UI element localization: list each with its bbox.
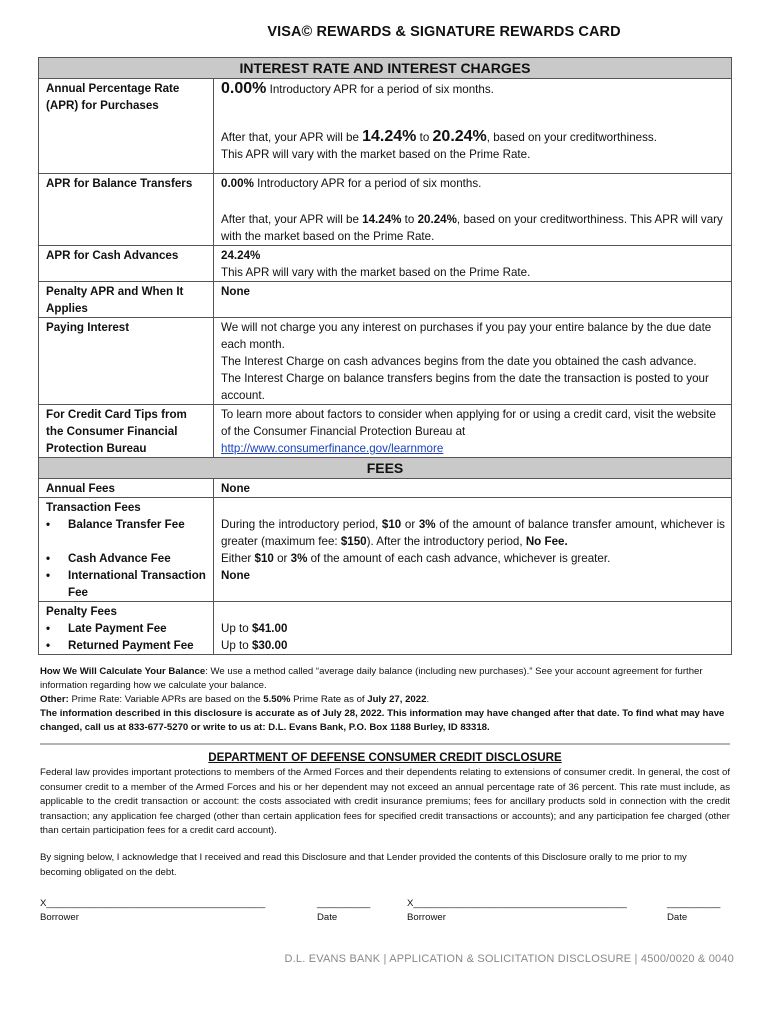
penalty-apr-label: Penalty APR and When It Applies bbox=[39, 282, 214, 318]
cfpb-tips-text: To learn more about factors to consider when applying for or using a credit card, visit the website of the Consumer Financial Protection Bureau at bbox=[221, 408, 716, 438]
paying-interest-row bbox=[39, 318, 732, 405]
apr-purchases-after-text2: , based on your creditworthiness. bbox=[486, 131, 657, 144]
cash-advance-fee-label: Cash Advance Fee bbox=[68, 552, 171, 565]
paying-interest-line3: The Interest Charge on balance transfers begins from the date the transaction is posted to your account. bbox=[221, 372, 709, 402]
cash-advance-fee-value: Either $10 or 3% of the amount of each cash advance, whichever is greater. bbox=[221, 552, 611, 565]
disclosure-table bbox=[38, 57, 732, 655]
penalty-fees-values bbox=[214, 602, 732, 655]
fees-section-title: FEES bbox=[39, 458, 732, 479]
transaction-fees-labels bbox=[39, 498, 214, 602]
apr-balance-intro-rate: 0.00% bbox=[221, 177, 254, 190]
late-payment-fee-value: Up to $41.00 bbox=[221, 622, 288, 635]
date1-line[interactable]: __________ bbox=[317, 898, 371, 909]
penalty-apr-row bbox=[39, 282, 732, 318]
date2-label: Date bbox=[667, 912, 688, 923]
apr-cash-row bbox=[39, 246, 732, 282]
balance-transfer-fee-value: During the introductory period, $10 or 3% of the amount of balance transfer amount, whichever is greater (maximum fee: $150). After the introductory period, No Fee. bbox=[221, 518, 725, 548]
apr-balance-rate-low: 14.24% bbox=[362, 213, 402, 226]
international-fee-item: • International Transaction Fee bbox=[46, 569, 206, 599]
apr-purchases-intro-text: Introductory APR for a period of six months. bbox=[266, 83, 494, 96]
apr-balance-rate-high: 20.24% bbox=[417, 213, 457, 226]
borrower2-signature-line[interactable]: X________________________________________ bbox=[407, 898, 627, 909]
borrower2-label: Borrower bbox=[407, 912, 446, 923]
returned-payment-fee-item: • Returned Payment Fee bbox=[46, 639, 194, 652]
borrower1-signature-line[interactable]: X_________________________________________ bbox=[40, 898, 266, 909]
apr-balance-value bbox=[214, 174, 732, 246]
annual-fees-label: Annual Fees bbox=[39, 479, 214, 498]
paying-interest-line2: The Interest Charge on cash advances begins from the date you obtained the cash advance. bbox=[221, 355, 697, 368]
balance-transfer-fee-label: Balance Transfer Fee bbox=[68, 518, 185, 531]
apr-purchases-rate-low: 14.24% bbox=[362, 128, 417, 145]
apr-purchases-rate-high: 20.24% bbox=[432, 128, 487, 145]
cfpb-link[interactable]: http://www.consumerfinance.gov/learnmore bbox=[221, 442, 444, 455]
date2-line[interactable]: __________ bbox=[667, 898, 721, 909]
date1-label: Date bbox=[317, 912, 338, 923]
international-fee-value: None bbox=[221, 569, 250, 582]
apr-purchases-after-text: After that, your APR will be bbox=[221, 131, 363, 144]
late-payment-fee-label: Late Payment Fee bbox=[68, 622, 167, 635]
penalty-apr-value: None bbox=[214, 282, 732, 318]
penalty-fees-labels bbox=[39, 602, 214, 655]
balance-transfer-fee-item: • Balance Transfer Fee bbox=[46, 518, 185, 531]
document-title: VISA© REWARDS & SIGNATURE REWARDS CARD bbox=[267, 24, 621, 40]
interest-section-header bbox=[39, 58, 732, 79]
paying-interest-line1: We will not charge you any interest on purchases if you pay your entire balance by the due date each month. bbox=[221, 321, 712, 351]
cash-advance-fee-item: • Cash Advance Fee bbox=[46, 552, 171, 565]
transaction-fees-row bbox=[39, 498, 732, 602]
acknowledgement-text: By signing below, I acknowledge that I received and read this Disclosure and that Lender provided the contents of this Disclosure orally to me prior to my becoming obligated on the debt. bbox=[40, 852, 687, 878]
fees-section-header bbox=[39, 458, 732, 479]
penalty-fees-label: Penalty Fees bbox=[46, 605, 117, 618]
disclosure-notes bbox=[40, 665, 730, 735]
international-fee-label: International Transaction Fee bbox=[68, 569, 206, 599]
cfpb-tips-row bbox=[39, 405, 732, 458]
annual-fees-value: None bbox=[214, 479, 732, 498]
balance-calculation-note: How We Will Calculate Your Balance: We use a method called “average daily balance (including new purchases).” See your account agreement for further information regarding how we calculate your balance. bbox=[40, 666, 703, 691]
apr-cash-vary: This APR will vary with the market based on the Prime Rate. bbox=[221, 266, 531, 279]
cfpb-tips-value bbox=[214, 405, 732, 458]
late-payment-fee-item: • Late Payment Fee bbox=[46, 622, 167, 635]
apr-purchases-intro-rate: 0.00% bbox=[221, 80, 267, 97]
apr-cash-value bbox=[214, 246, 732, 282]
apr-purchases-row bbox=[39, 79, 732, 174]
paying-interest-label: Paying Interest bbox=[39, 318, 214, 405]
apr-balance-row bbox=[39, 174, 732, 246]
apr-purchases-label: Annual Percentage Rate (APR) for Purchases bbox=[39, 79, 214, 174]
borrower1-label: Borrower bbox=[40, 912, 79, 923]
page-footer: D.L. EVANS BANK | APPLICATION & SOLICITATION DISCLOSURE | 4500/0020 & 0040 bbox=[284, 953, 734, 965]
returned-payment-fee-label: Returned Payment Fee bbox=[68, 639, 194, 652]
accuracy-note: The information described in this disclosure is accurate as of July 28, 2022. This information may have changed after that date. To find what may have changed, call us at 833-677-5270 or write to us at: D.L. Evans Bank, P.O. Box 1188 Burley, ID 83318. bbox=[40, 708, 725, 733]
penalty-fees-row bbox=[39, 602, 732, 655]
transaction-fees-label: Transaction Fees bbox=[46, 501, 141, 514]
apr-purchases-to: to bbox=[416, 131, 433, 144]
apr-balance-intro-text: Introductory APR for a period of six months. bbox=[253, 177, 482, 190]
apr-balance-to: to bbox=[401, 213, 418, 226]
dod-text: Federal law provides important protections to members of the Armed Forces and their dependents relating to extensions of consumer credit. In general, the cost of consumer credit to a member of the Armed Forces and his or her dependent may not exceed an annual percentage rate of 36 percent. This rate must include, as applicable to the credit transaction or account: the costs associated with credit insurance premiums; fees for ancillary products sold in connection with the credit transaction; any application fee charged (other than certain application fees for specified credit transactions or accounts); and any participation fee charged (other than certain participation fees for a credit card account). bbox=[40, 767, 730, 836]
returned-payment-fee-value: Up to $30.00 bbox=[221, 639, 288, 652]
apr-purchases-value bbox=[214, 79, 732, 174]
dod-title: DEPARTMENT OF DEFENSE CONSUMER CREDIT DISCLOSURE bbox=[208, 751, 562, 764]
apr-balance-label: APR for Balance Transfers bbox=[39, 174, 214, 246]
apr-cash-label: APR for Cash Advances bbox=[39, 246, 214, 282]
cfpb-tips-label: For Credit Card Tips from the Consumer Financial Protection Bureau bbox=[39, 405, 214, 458]
apr-cash-rate: 24.24% bbox=[221, 249, 261, 262]
paying-interest-value bbox=[214, 318, 732, 405]
apr-balance-after-text: After that, your APR will be bbox=[221, 213, 363, 226]
apr-balance-after-text2: , based on your creditworthiness. This APR will vary with the market based on the Prime Rate. bbox=[221, 213, 723, 243]
annual-fees-row bbox=[39, 479, 732, 498]
section-divider bbox=[40, 743, 730, 745]
interest-section-title: INTEREST RATE AND INTEREST CHARGES bbox=[39, 58, 732, 79]
transaction-fees-values bbox=[214, 498, 732, 602]
apr-purchases-vary: This APR will vary with the market based on the Prime Rate. bbox=[221, 148, 531, 161]
prime-rate-note: Other: Prime Rate: Variable APRs are based on the 5.50% Prime Rate as of July 27, 2022. bbox=[40, 694, 430, 705]
